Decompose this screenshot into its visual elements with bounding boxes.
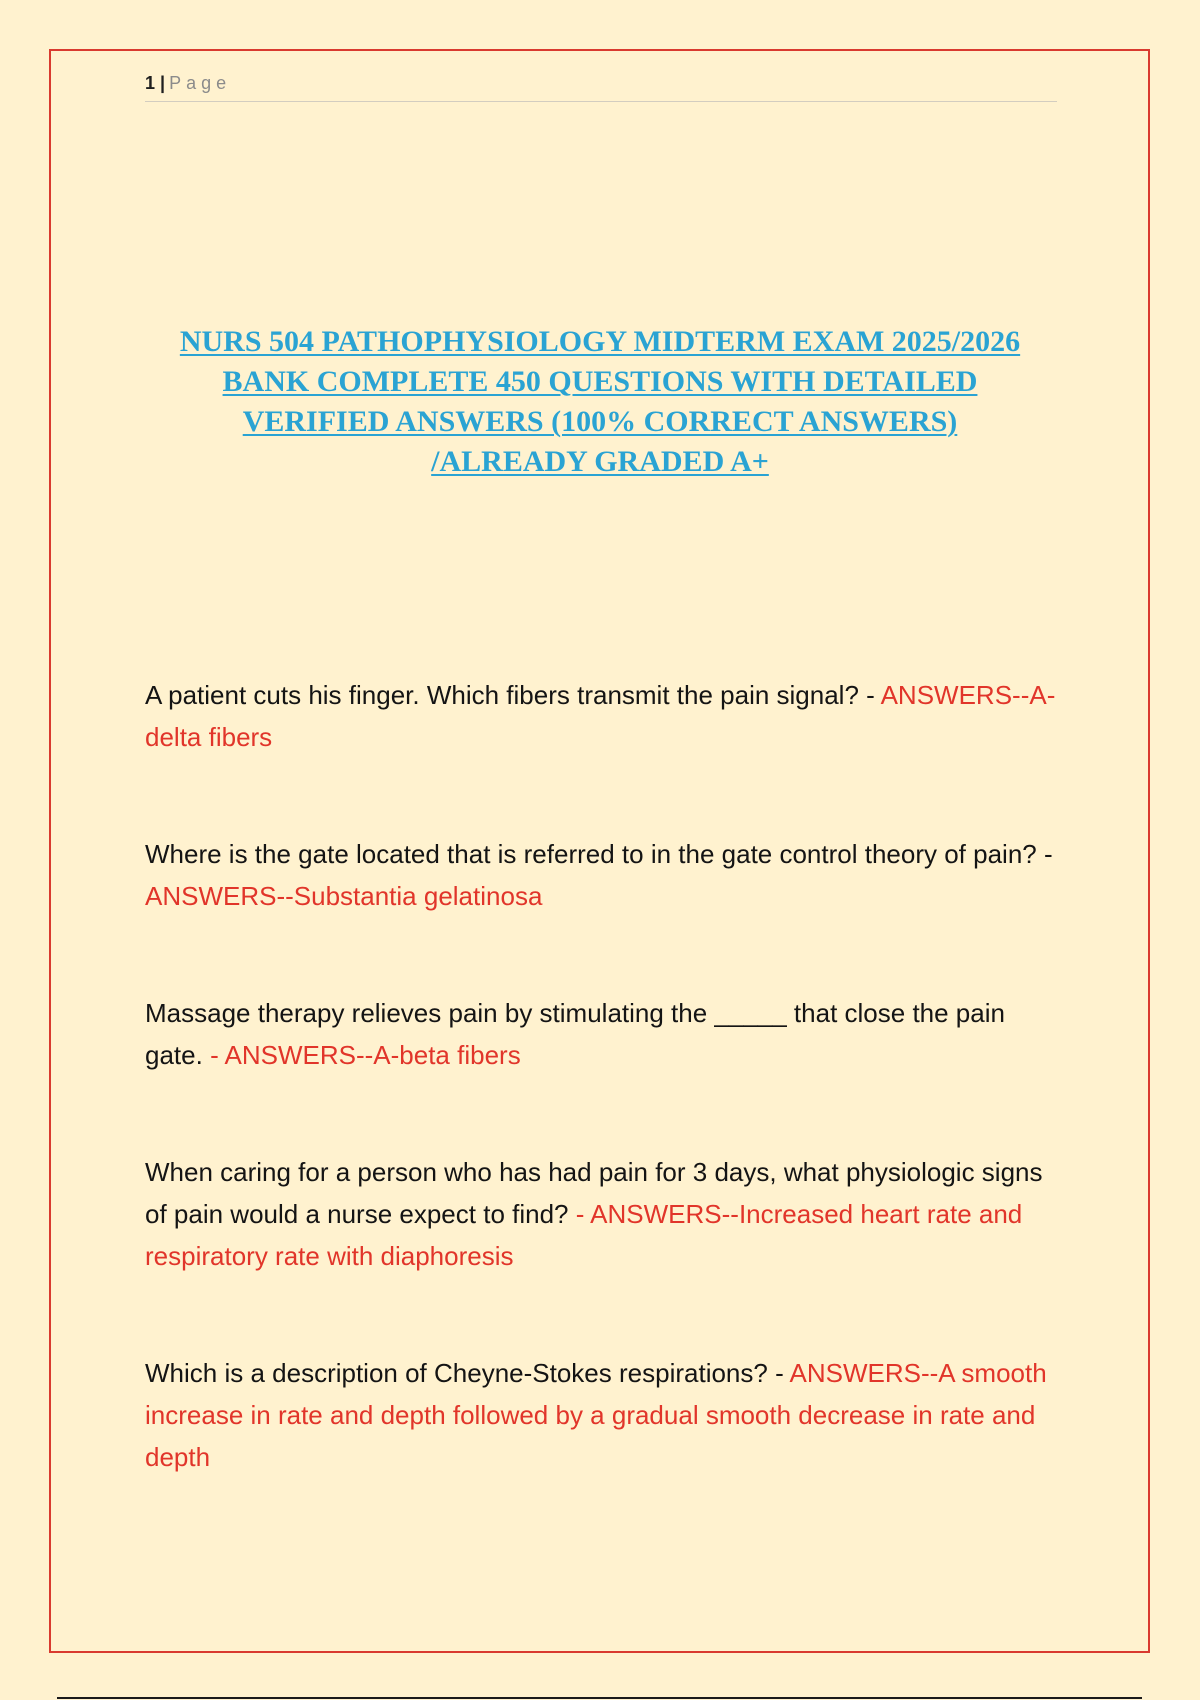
question-text: A patient cuts his finger. Which fibers transmit the pain signal? - — [145, 680, 881, 710]
answer-text: - ANSWERS--Increased heart rate and respiratory rate with diaphoresis — [145, 1199, 1023, 1271]
question-list — [145, 674, 1065, 1553]
title-line — [120, 362, 1080, 402]
answer-text: ANSWERS--A-delta fibers — [145, 680, 1056, 752]
question-item — [145, 1151, 1065, 1277]
page-header — [145, 72, 1057, 102]
bottom-divider — [57, 1697, 1142, 1699]
answer-text: - ANSWERS--A-beta fibers — [210, 1040, 521, 1070]
question-text: Which is a description of Cheyne-Stokes respirations? - — [145, 1358, 790, 1388]
title-line-text: /ALREADY GRADED A+ — [431, 445, 769, 478]
question-item — [145, 674, 1065, 758]
title-line-text: VERIFIED ANSWERS (100% CORRECT ANSWERS) — [242, 405, 958, 438]
question-text: Massage therapy relieves pain by stimulating the _____ that close the pain gate. — [145, 998, 1005, 1070]
title-line-text: NURS 504 PATHOPHYSIOLOGY MIDTERM EXAM 2025/2026 — [179, 325, 1021, 358]
title-line — [120, 322, 1080, 362]
question-text: When caring for a person who has had pain for 3 days, what physiologic signs of pain would a nurse expect to find? — [145, 1157, 1043, 1229]
title-line-text: BANK COMPLETE 450 QUESTIONS WITH DETAILED — [222, 365, 978, 398]
title-line — [120, 442, 1080, 482]
question-text: Where is the gate located that is referred to in the gate control theory of pain? - — [145, 839, 1053, 869]
page-number: 1 — [145, 73, 156, 93]
question-item — [145, 992, 1065, 1076]
page-label: Page — [169, 73, 232, 93]
title-line — [120, 402, 1080, 442]
question-item — [145, 1352, 1065, 1478]
answer-text: ANSWERS--Substantia gelatinosa — [145, 881, 543, 911]
answer-text: ANSWERS--A smooth increase in rate and depth followed by a gradual smooth decrease in rate and depth — [145, 1358, 1047, 1472]
question-item — [145, 833, 1065, 917]
page-separator: | — [160, 73, 166, 93]
document-title — [120, 322, 1080, 482]
